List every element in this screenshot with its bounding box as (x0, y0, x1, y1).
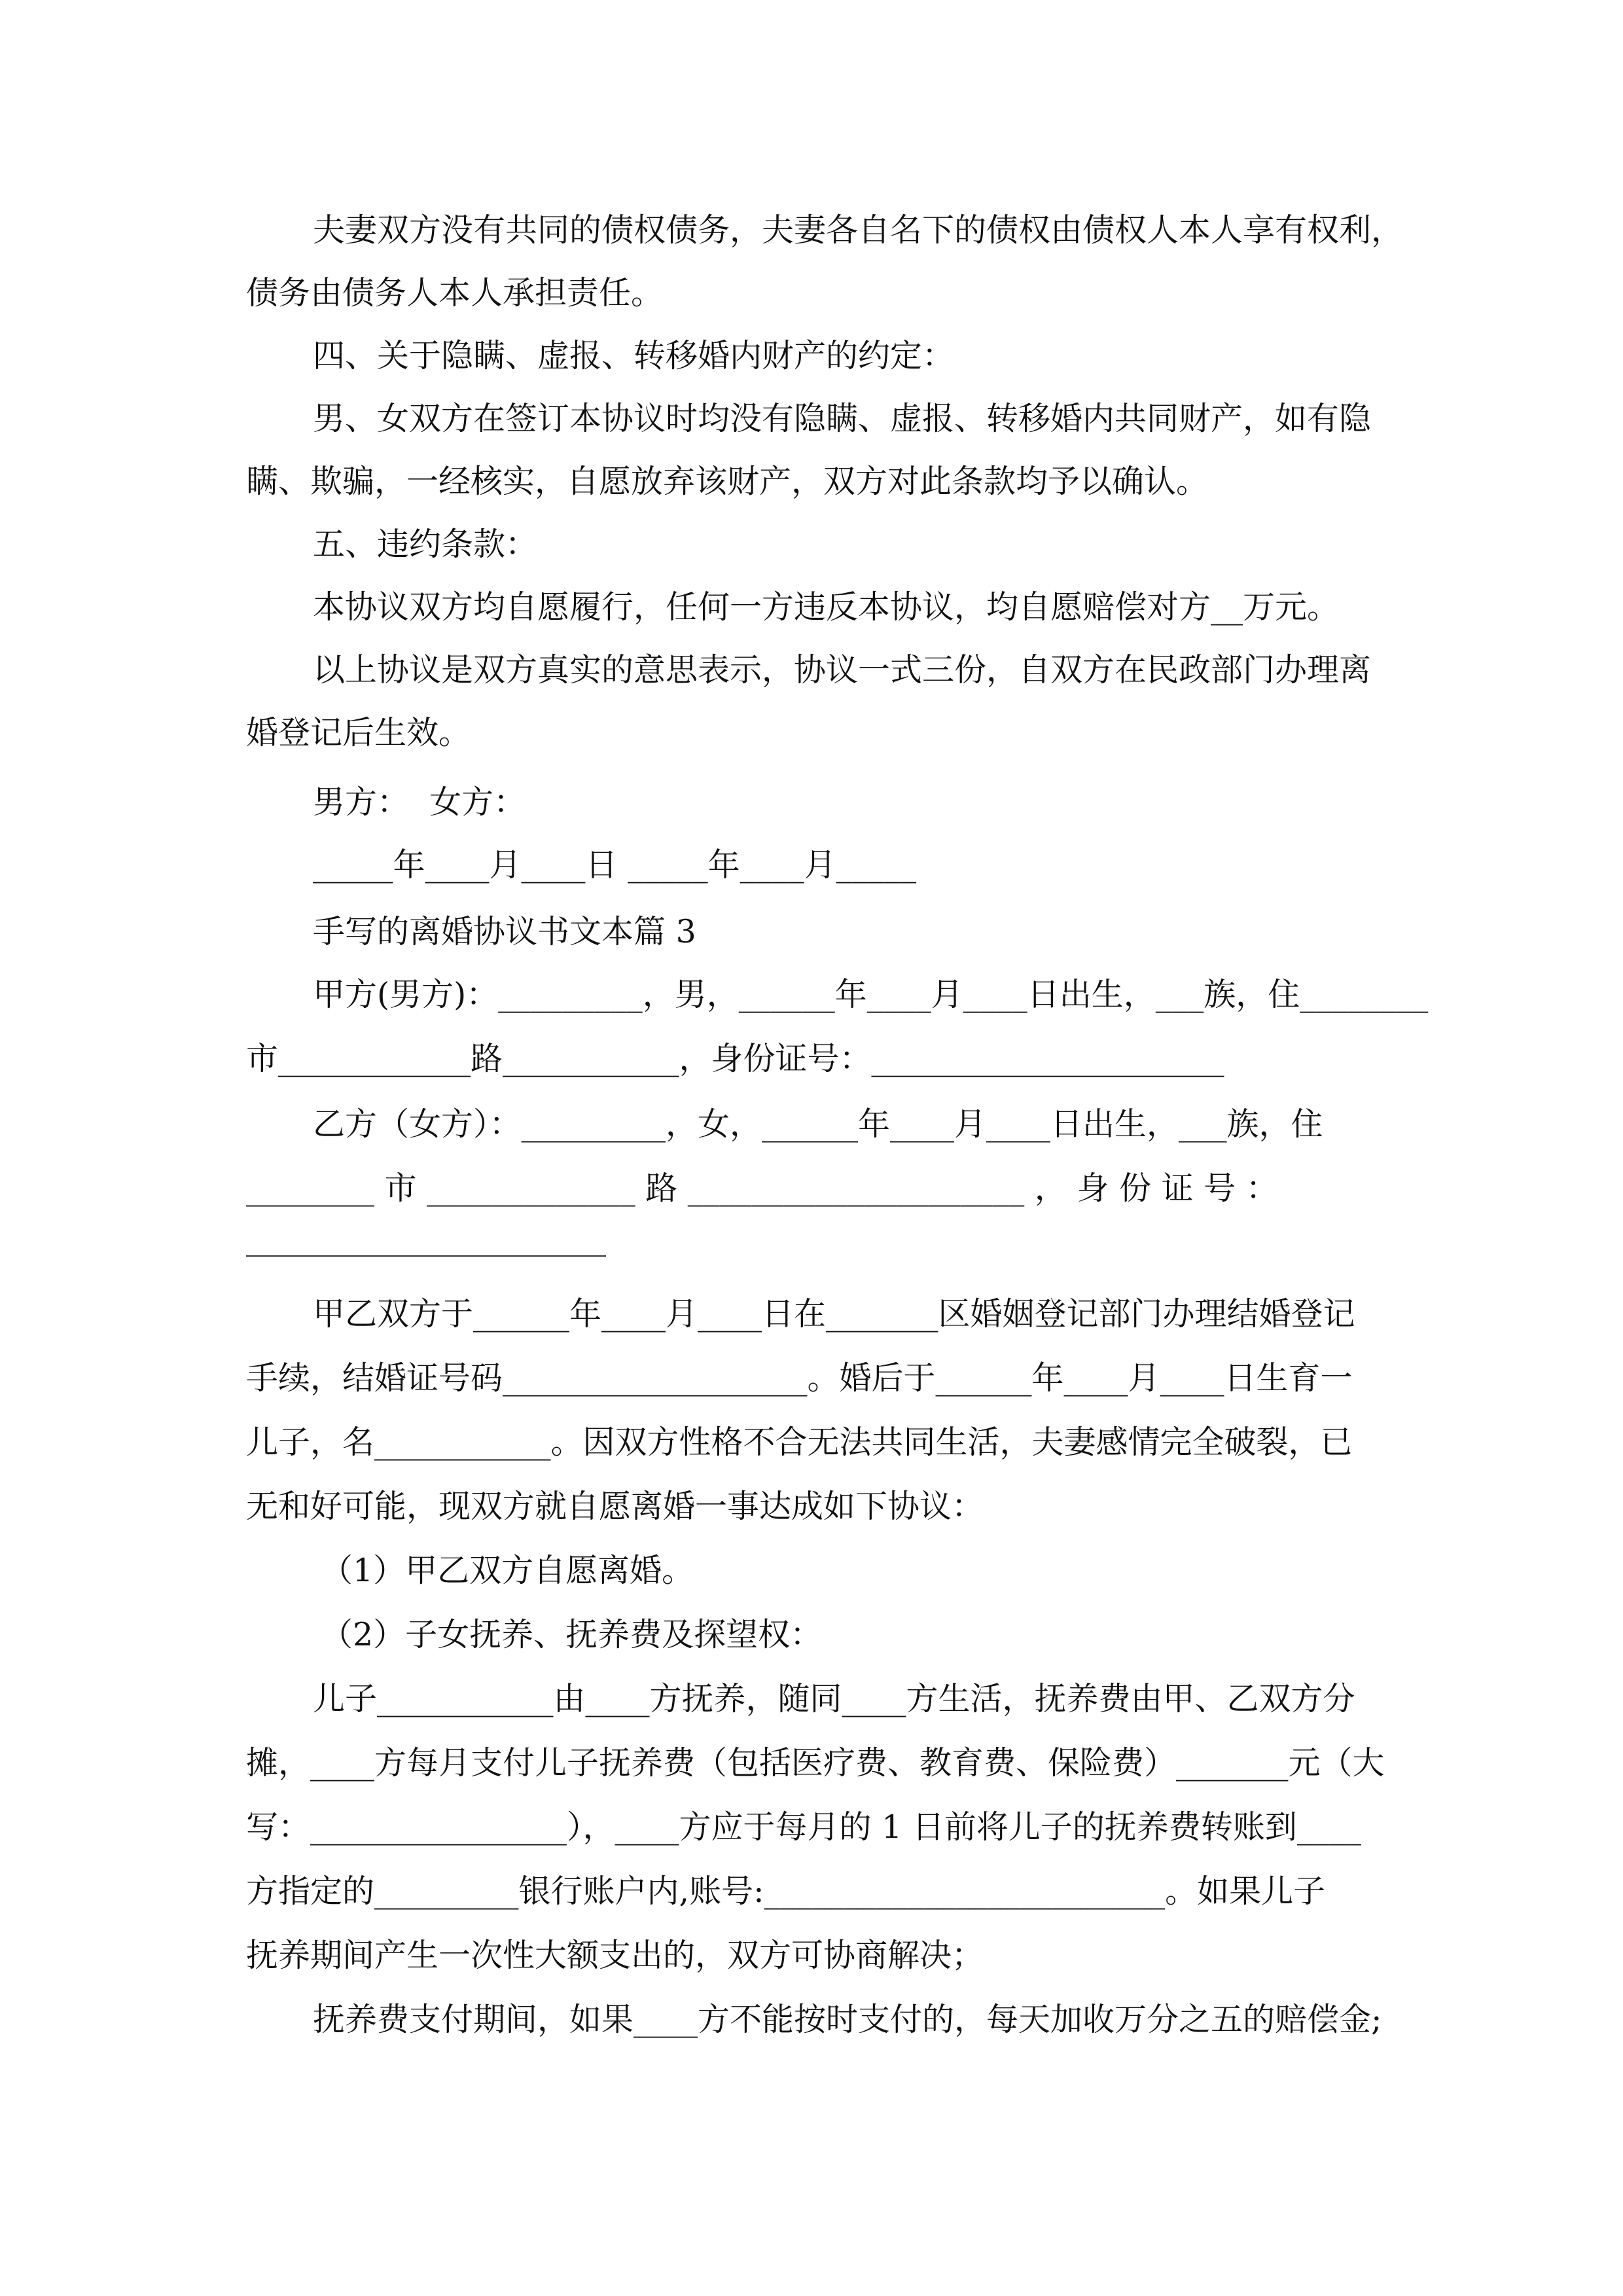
section-heading: 五、违约条款： (313, 526, 538, 563)
text-line: 儿子___________由____方抚养，随同____方生活，抚养费由甲、乙双方分 (313, 1680, 1355, 1717)
text-line: 本协议双方均自愿履行，任何一方违反本协议，均自愿赔偿对方__万元。 (313, 588, 1340, 626)
text-line: 手续，结婚证号码___________________。婚后于______年____月____日生育一 (246, 1359, 1353, 1397)
text-line: 债务由债务人本人承担责任。 (246, 274, 664, 312)
signature-dates: _____年____月____日 _____年____月_____ (313, 846, 917, 884)
text-line: 男、女双方在签订本协议时均没有隐瞒、虚报、转移婚内共同财产，如有隐 (313, 400, 1372, 437)
signature-labels: 男方： 女方： (313, 783, 526, 821)
text-line: 儿子，名___________。因双方性格不合无法共同生活，夫妻感情完全破裂，已 (246, 1424, 1353, 1461)
text-line: 甲方(男方)：_________，男，______年____月____日出生，___族，住________ (313, 976, 1429, 1013)
section-title: 手写的离婚协议书文本篇 3 (313, 913, 696, 950)
text-line: 以上协议是双方真实的意思表示，协议一式三份，自双方在民政部门办理离 (313, 651, 1372, 689)
text-line: 方指定的_________银行账户内,账号:_________________________。如果儿子 (246, 1873, 1326, 1910)
text-line: 无和好可能，现双方就自愿离婚一事达成如下协议： (246, 1488, 984, 1525)
text-line: 写：________________），____方应于每月的 1 日前将儿子的抚养费转账到____ (246, 1808, 1361, 1846)
list-item: （2）子女抚养、抚养费及探望权： (321, 1616, 823, 1653)
text-line: 乙方（女方）：_________，女，______年____月____日出生，___族，住 (313, 1105, 1323, 1143)
section-heading: 四、关于隐瞒、虚报、转移婚内财产的约定： (313, 337, 955, 374)
id-number-blank-line (246, 1255, 606, 1257)
text-line: 甲乙双方于______年____月____日在_______区婚姻登记部门办理结婚登记 (313, 1295, 1355, 1333)
text-line: 市____________路___________，身份证号：______________________ (246, 1040, 1224, 1077)
text-line: 摊，____方每月支付儿子抚养费（包括医疗费、教育费、保险费）_______元（大 (246, 1744, 1385, 1782)
text-line: 夫妻双方没有共同的债权债务，夫妻各自名下的债权由债权人本人享有权利， (313, 211, 1404, 249)
list-item: （1）甲乙双方自愿离婚。 (321, 1552, 694, 1589)
text-line: 婚登记后生效。 (246, 714, 471, 751)
text-line: ________ 市 _____________ 路 _____________________ ， 身 份 证 号 ： (246, 1170, 1278, 1207)
text-line: 抚养费支付期间，如果____方不能按时支付的，每天加收万分之五的赔偿金; (313, 2001, 1382, 2038)
text-line: 瞒、欺骗，一经核实，自愿放弃该财产，双方对此条款均予以确认。 (246, 463, 1209, 500)
text-line: 抚养期间产生一次性大额支出的，双方可协商解决； (246, 1937, 984, 1974)
